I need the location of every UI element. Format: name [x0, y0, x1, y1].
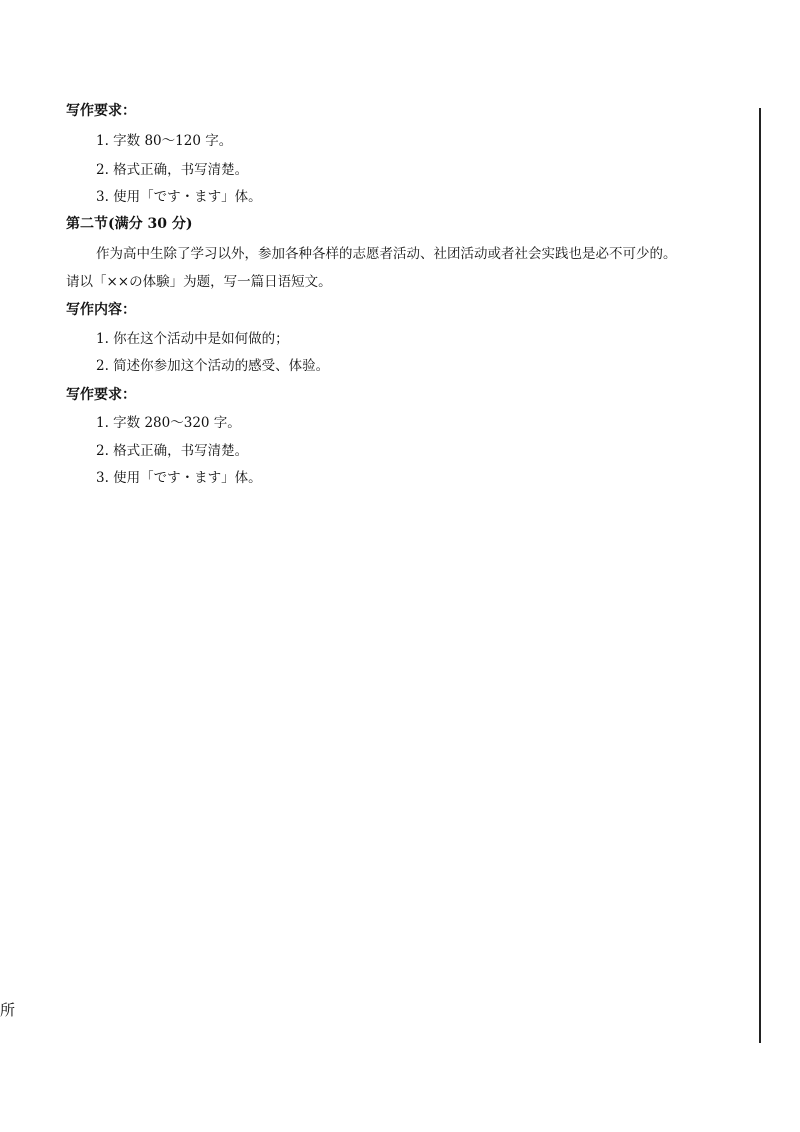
requirement-item: 2. 格式正确，书写清楚。: [96, 443, 249, 459]
margin-text: 所: [0, 1001, 16, 1019]
prompt-paragraph-line: 作为高中生除了学习以外，参加各种各样的志愿者活动、社团活动或者社会实践也是必不可少的。: [96, 246, 677, 262]
binding-line: [759, 108, 761, 1043]
writing-requirements-heading: 写作要求：: [66, 103, 136, 119]
content-item: 2. 简述你参加这个活动的感受、体验。: [96, 358, 330, 374]
requirement-item: 1. 字数 80～120 字。: [96, 133, 233, 149]
requirement-item: 3. 使用「です・ます」体。: [96, 189, 262, 205]
writing-content-heading: 写作内容：: [66, 302, 136, 318]
prompt-paragraph-line: 请以「××の体験」为题，写一篇日语短文。: [66, 274, 332, 290]
writing-requirements-heading: 写作要求：: [66, 387, 136, 403]
section-title: 第二节(满分 30 分): [66, 216, 193, 232]
content-item: 1. 你在这个活动中是如何做的；: [96, 331, 289, 347]
requirement-item: 2. 格式正确，书写清楚。: [96, 162, 249, 178]
requirement-item: 3. 使用「です・ます」体。: [96, 470, 262, 486]
requirement-item: 1. 字数 280～320 字。: [96, 415, 241, 431]
